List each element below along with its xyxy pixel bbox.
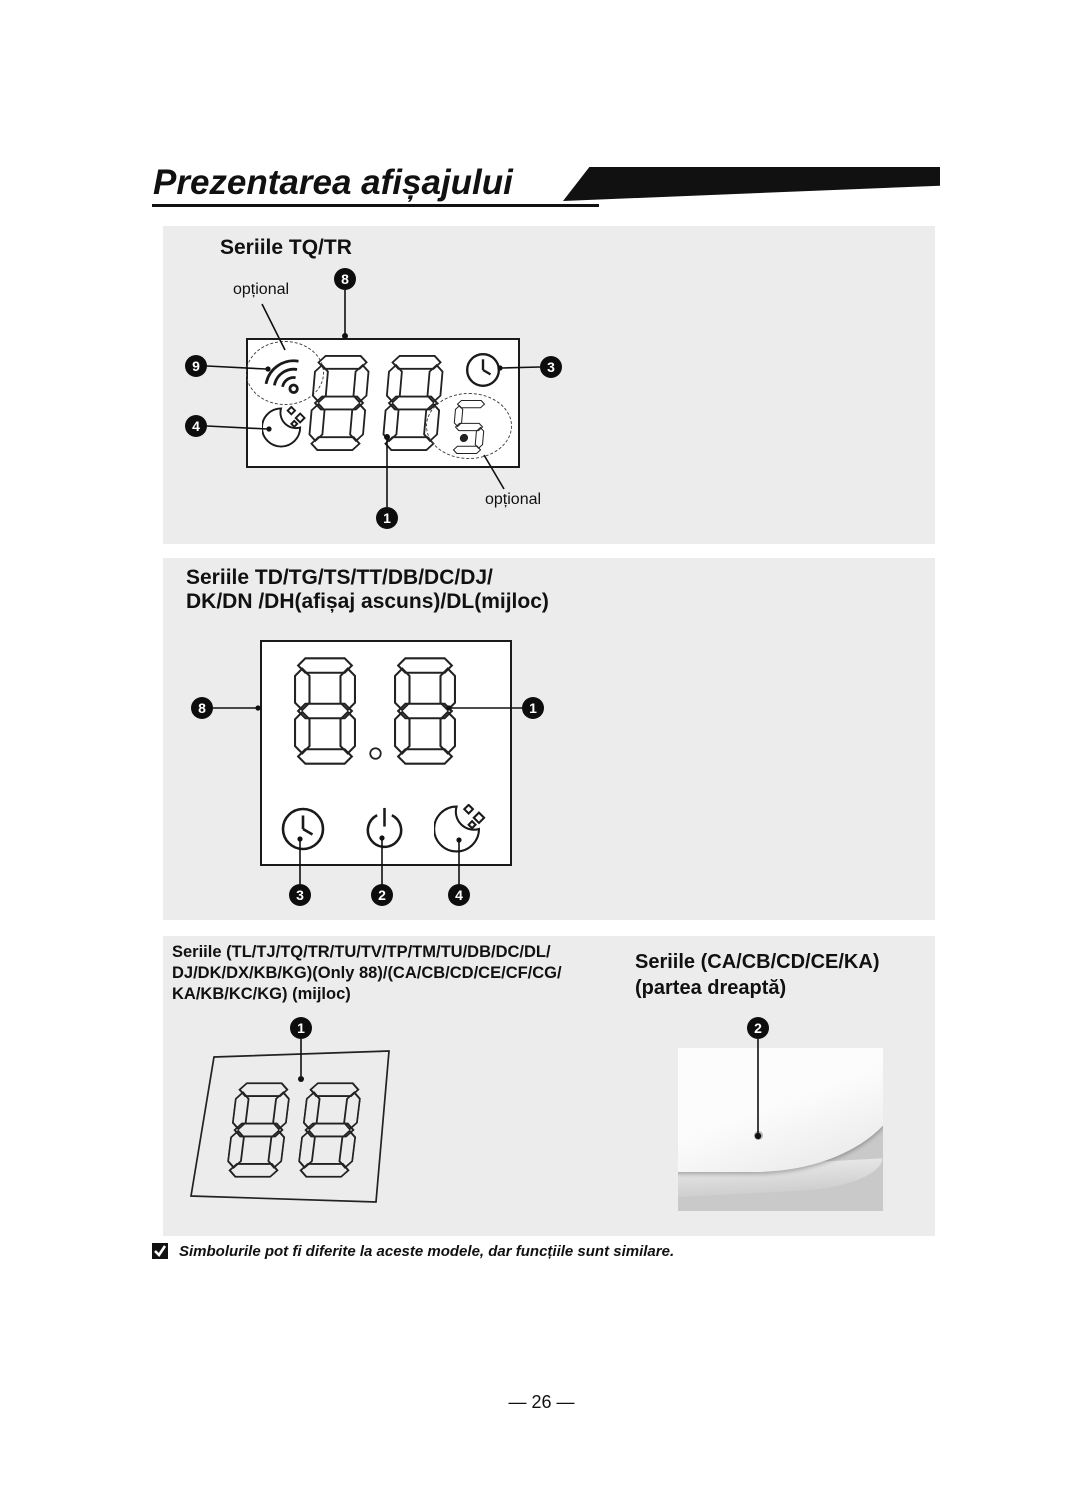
checkbox-check-icon: [152, 1243, 168, 1259]
callout-badge-4: 4: [448, 884, 470, 906]
callout-badge-8: 8: [334, 268, 356, 290]
section-title: Seriile TQ/TR: [220, 236, 352, 259]
section-td-tg: [163, 558, 935, 920]
left-title-line2: DJ/DK/DX/KB/KG)(Only 88)/(CA/CB/CD/CE/CF/CG/: [172, 964, 562, 982]
optional-label-bottom: opțional: [485, 491, 542, 508]
right-title-line1: Seriile (CA/CB/CD/CE/KA): [635, 951, 880, 973]
callout-badge-1: 1: [376, 507, 398, 529]
callout-badge-2: 2: [747, 1017, 769, 1039]
page-title: Prezentarea afișajului: [153, 163, 513, 202]
section-tq-tr: [163, 226, 935, 544]
left-title-line3: KA/KB/KC/KG) (mijloc): [172, 985, 351, 1003]
display-window: [260, 640, 512, 866]
moon-snowflakes-icon: [434, 804, 486, 854]
section-title-line1: Seriile TD/TG/TS/TT/DB/DC/DJ/: [186, 566, 493, 589]
callout-badge-9: 9: [185, 355, 207, 377]
callout-badge-3: 3: [289, 884, 311, 906]
page-number: — 26 —: [508, 1392, 575, 1412]
callout-badge-2: 2: [371, 884, 393, 906]
callout-badge-4: 4: [185, 415, 207, 437]
section-combo: [163, 936, 935, 1236]
clock-icon: [279, 805, 327, 853]
header-banner-shape: [563, 167, 940, 201]
callout-badge-1: 1: [522, 697, 544, 719]
left-title-line1: Seriile (TL/TJ/TQ/TR/TU/TV/TP/TM/TU/DB/DC/DL/: [172, 943, 551, 961]
display-window: [246, 338, 520, 468]
power-icon: [361, 805, 408, 852]
seven-segment-display: [294, 655, 456, 767]
title-underline: [152, 204, 599, 207]
seven-segment-display: [225, 1080, 363, 1180]
callout-badge-3: 3: [540, 356, 562, 378]
right-title-line2: (partea dreaptă): [635, 977, 787, 999]
note-text: Simbolurile pot fi diferite la aceste modele, dar funcțiile sunt similare.: [179, 1243, 675, 1260]
callout-badge-8: 8: [191, 697, 213, 719]
callout-badge-1: 1: [290, 1017, 312, 1039]
moon-snowflakes-icon: [262, 406, 306, 449]
section-title-line2: DK/DN /DH(afișaj ascuns)/DL(mijloc): [186, 590, 549, 613]
device-photo: [678, 1048, 883, 1211]
display-indicator-dot: [754, 1131, 763, 1140]
device-body: [678, 1048, 883, 1172]
optional-label-top: opțional: [233, 281, 290, 298]
clock-icon: [464, 351, 502, 389]
seven-segment-digit-small: [451, 400, 488, 454]
